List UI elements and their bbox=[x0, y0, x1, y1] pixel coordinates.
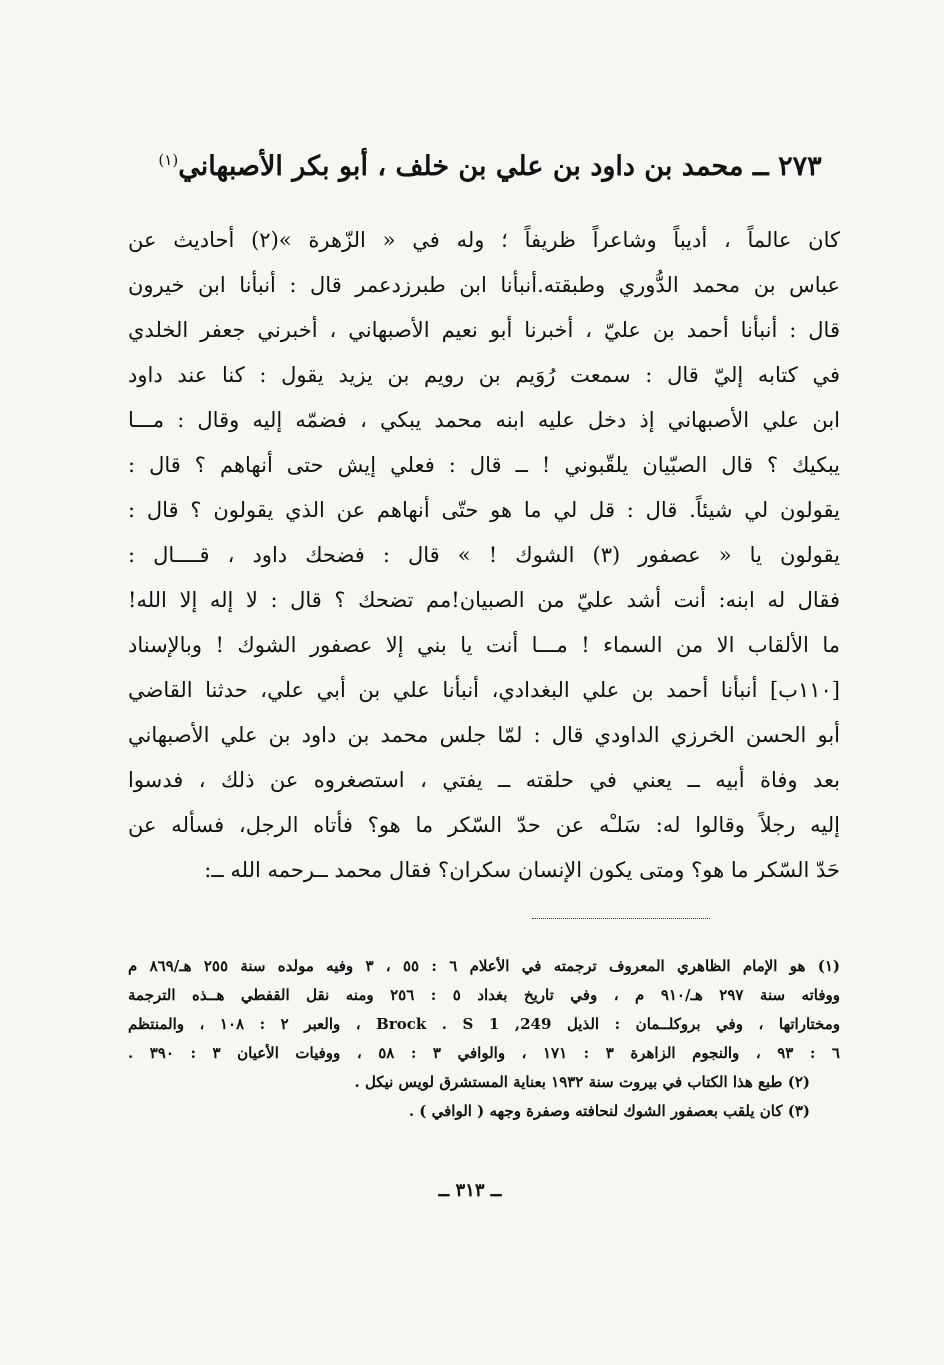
footnote-line: ٦ : ٩٣ ، والنجوم الزاهرة ٣ : ١٧١ ، والوافي ٣ : ٥٨ ، ووفيات الأعيان ٣ : ٣٩٠ . bbox=[128, 1044, 840, 1062]
footnote-line: (١) هو الإمام الظاهري المعروف ترجمته في الأعلام ٦ : ٥٥ ، ٣ وفيه مولده سنة ٢٥٥ هـ/٨٦٩ م bbox=[128, 957, 840, 975]
text-line: بعد وفاة أبيه ــ يعني في حلقته ــ يفتي ، استصغروه عن ذلك ، فدسوا bbox=[128, 768, 840, 792]
text-line: إليه رجلاً وقالوا له: سَلـْه عن حدّ السّكر ما هو؟ فأتاه الرجل، فسأله عن bbox=[128, 813, 840, 837]
title-footnote-marker: (١) bbox=[158, 151, 179, 169]
text-line: ما الألقاب الا من السماء ! مـــا أنت يا بني إلا عصفور الشوك ! وبالإسناد bbox=[128, 633, 840, 657]
text-line: فقال له ابنه: أنت أشد عليّ من الصبيان!مم تضحك ؟ قال : لا إله إلا الله! bbox=[128, 588, 840, 612]
footnote-line: (٢) طبع هذا الكتاب في بيروت سنة ١٩٣٢ بعناية المستشرق لويس نيكل . bbox=[354, 1073, 810, 1091]
text-line: ابن علي الأصبهاني إذ دخل عليه ابنه محمد يبكي ، فضمّه إليه وقال : مـــا bbox=[128, 408, 840, 432]
text-line: كان عالماً ، أديباً وشاعراً ظريفاً ؛ وله في « الزّهرة »(٢) أحاديث عن bbox=[128, 228, 840, 252]
footnote-separator bbox=[532, 918, 710, 919]
text-line: أبو الحسن الخرزي الداودي قال : لمّا جلس محمد بن داود بن علي الأصبهاني bbox=[128, 723, 840, 747]
text-line: يقولون لي شيئاً. قال : قل لي ما هو حتّى أنهاهم عن الذي يقولون ؟ قال : bbox=[128, 498, 840, 522]
text-line: يقولون يا « عصفور (٣) الشوك ! » قال : فضحك داود ، قــــال : bbox=[128, 543, 840, 567]
footnote-line: ووفاته سنة ٢٩٧ هـ/٩١٠ م ، وفي تاريخ بغداد ٥ : ٢٥٦ ومنه نقل القفطي هــذه الترجمة bbox=[128, 986, 840, 1004]
entry-title bbox=[150, 140, 830, 187]
footnote-line: (٣) كان يلقب بعصفور الشوك لنحافته وصفرة وجهه ( الوافي ) . bbox=[408, 1102, 810, 1120]
text-line: قال : أنبأنا أحمد بن عليّ ، أخبرنا أبو نعيم الأصبهاني ، أخبرني جعفر الخلدي bbox=[128, 318, 840, 342]
entry-title-text: ٢٧٣ ــ محمد بن داود بن علي بن خلف ، أبو بكر الأصبهاني bbox=[178, 151, 822, 182]
text-line: [١١٠ب] أنبأنا أحمد بن علي البغدادي، أنبأنا علي بن أبي علي، حدثنا القاضي bbox=[128, 678, 840, 702]
page-number: ــ ٣١٣ ــ bbox=[438, 1180, 502, 1201]
main-text bbox=[128, 218, 840, 893]
text-line: في كتابه إليّ قال : سمعت رُوَيم بن رويم بن يزيد يقول : كنا عند داود bbox=[128, 363, 840, 387]
footnotes bbox=[128, 952, 840, 1126]
text-line: حَدّ السّكر ما هو؟ ومتى يكون الإنسان سكران؟ فقال محمد ــرحمه الله ــ: bbox=[204, 858, 840, 882]
text-line: عباس بن محمد الدُّوري وطبقته.أنبأنا ابن طبرزدعمر قال : أنبأنا ابن خيرون bbox=[128, 273, 840, 297]
footnote-line: ومختاراتها ، وفي بروكلــمان : الذيل Brock . S 1 ,249 ، والعبر ٢ : ١٠٨ ، والمنتظم bbox=[128, 1015, 840, 1033]
text-line: يبكيك ؟ قال الصبّيان يلقّبوني ! ــ قال : فعلي إيش حتى أنهاهم ؟ قال : bbox=[128, 453, 840, 477]
